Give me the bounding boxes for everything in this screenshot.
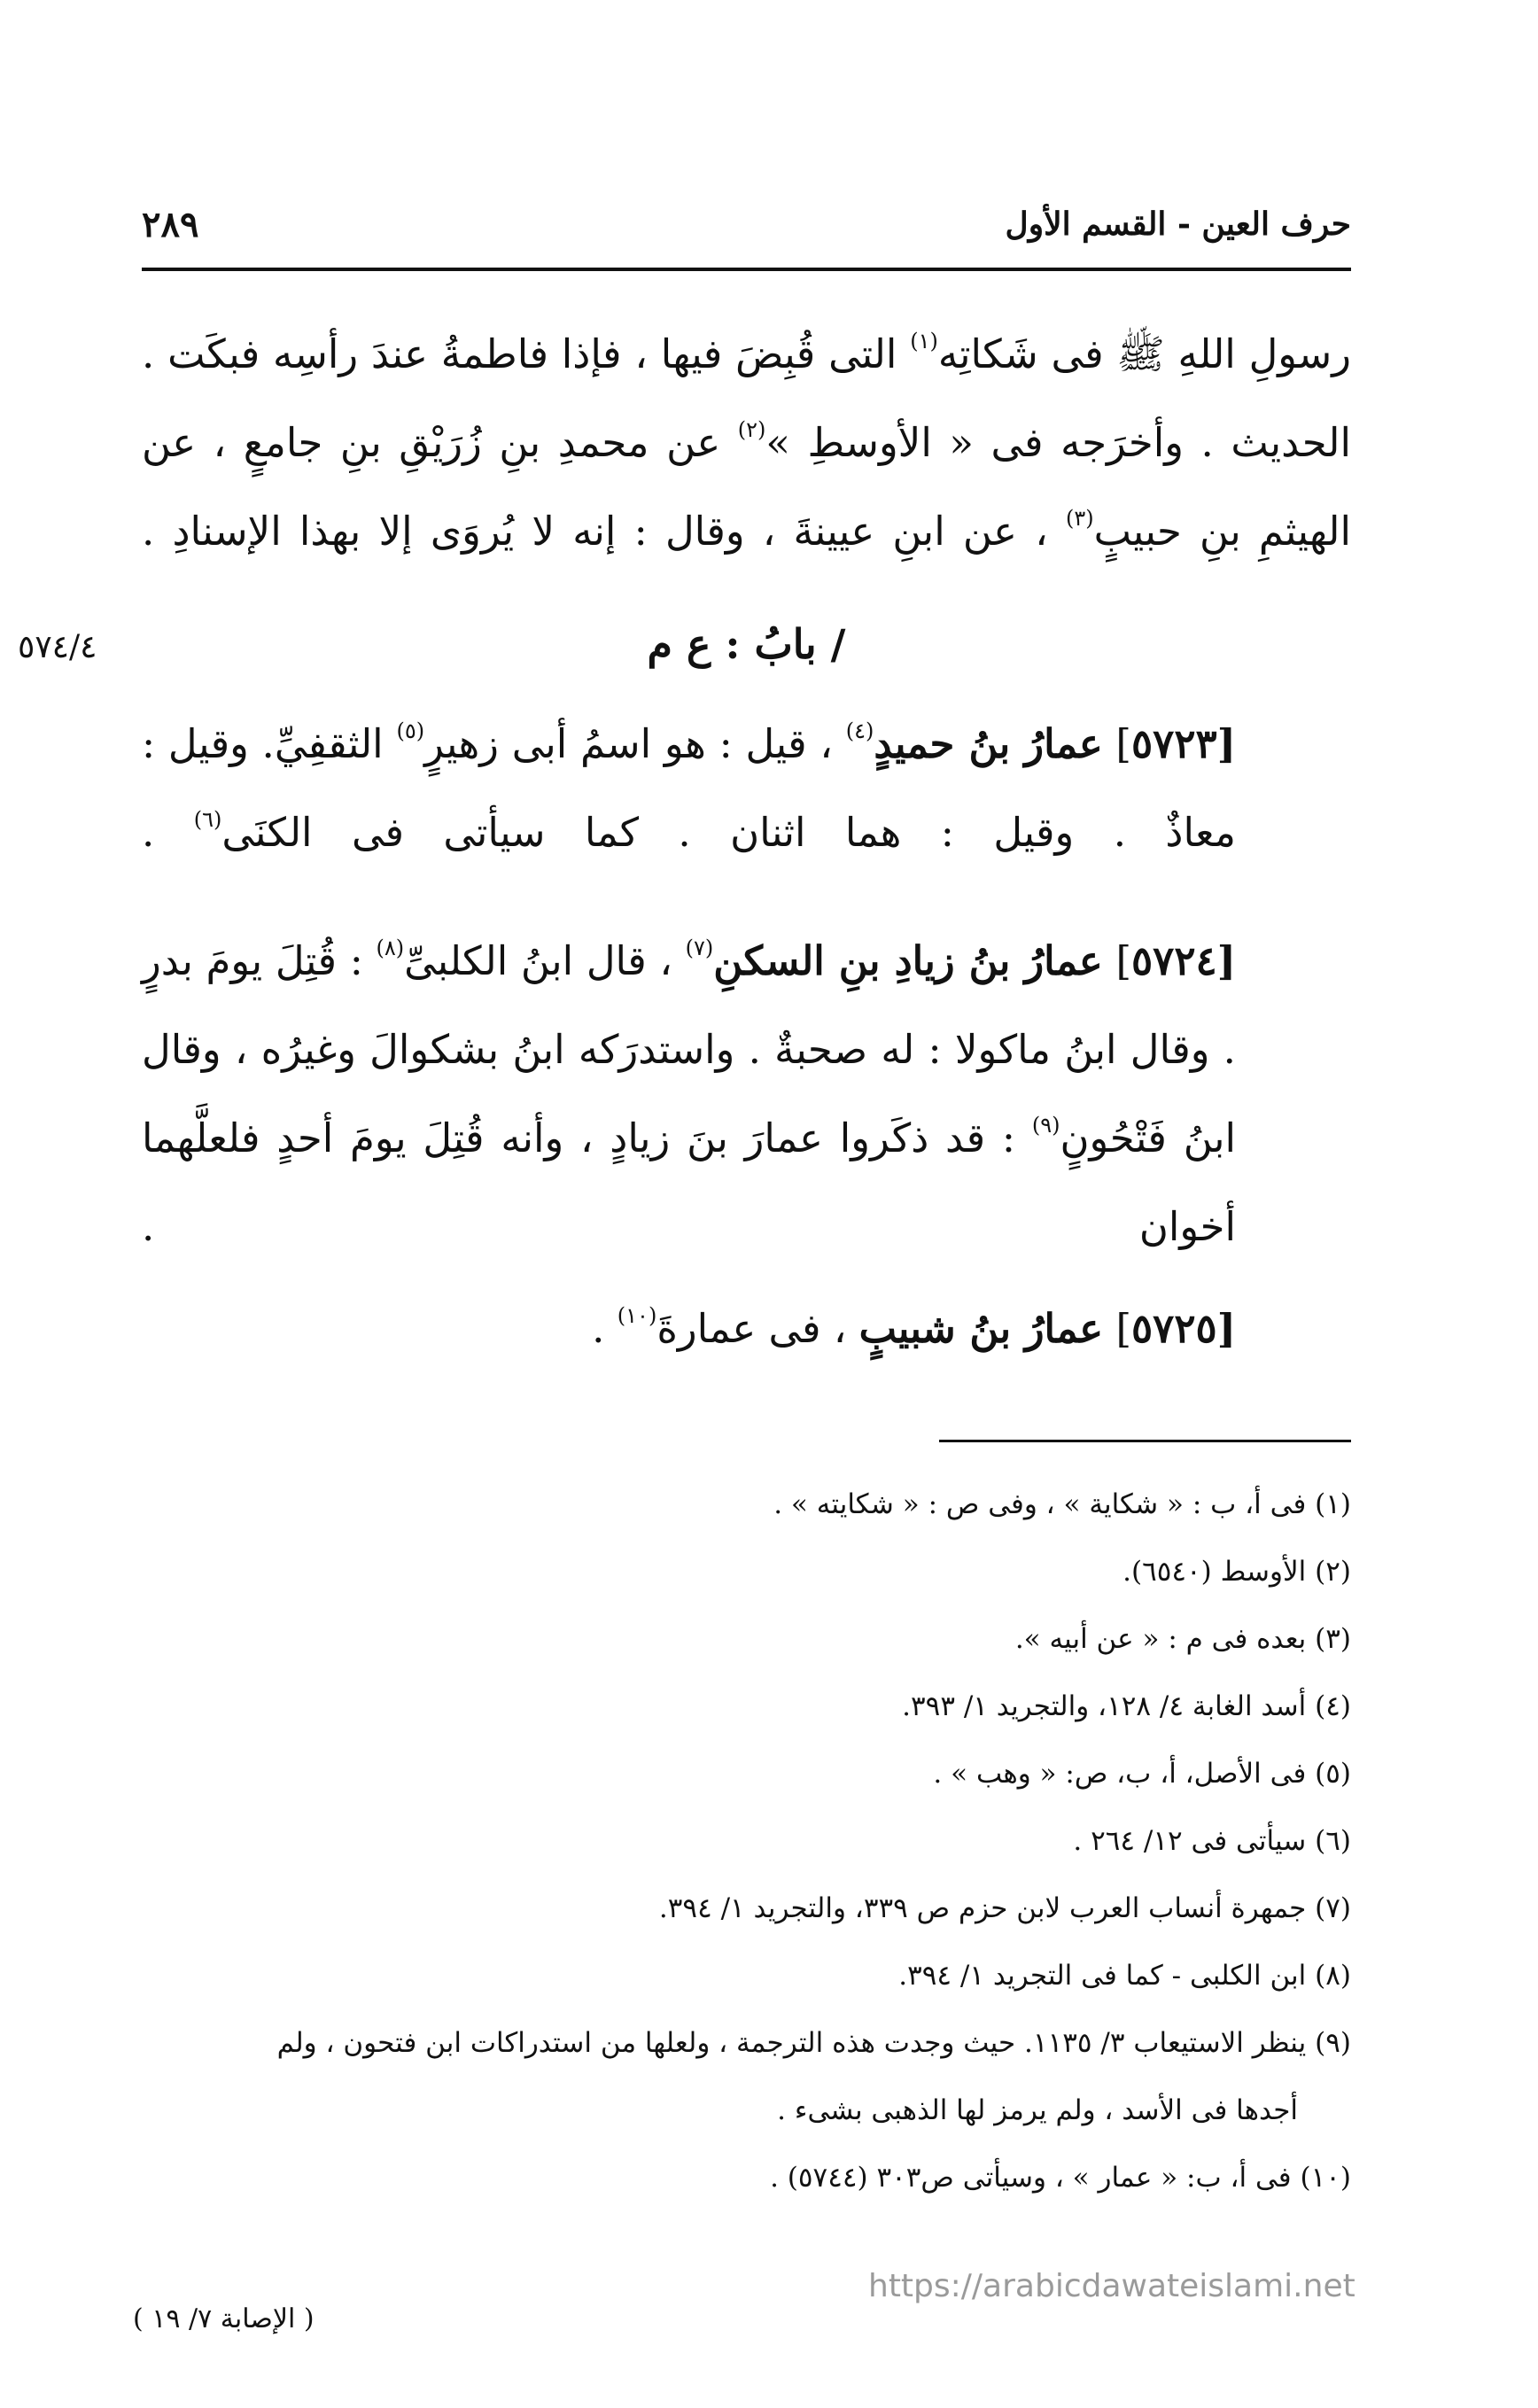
entry-number: [٥٧٢٣ [1131, 720, 1236, 767]
footnote-marker: (١٠) [617, 1303, 657, 1328]
footnote: (١) فى أ، ب : « شكاية » ، وفى ص : « شكايته » . [773, 1488, 1351, 1520]
entry-number: [٥٧٢٤ [1131, 937, 1236, 984]
footnote: (٢) الأوسط (٦٥٤٠). [1122, 1556, 1351, 1588]
footnote: (٦) سيأتى فى ١٢/ ٢٦٤ . [1073, 1825, 1351, 1857]
footer-reference: ( الإصابة ٧/ ١٩ ) [133, 2303, 315, 2334]
footnote-marker: (٤) [845, 719, 874, 743]
footnote-rule [939, 1440, 1351, 1442]
footnote-marker: (١) [910, 329, 938, 353]
page-header [142, 193, 1351, 255]
entry-number: [٥٧٢٥ [1131, 1305, 1236, 1352]
text-run: ، فى عمارةَ [656, 1305, 859, 1352]
text-run: . [592, 1305, 618, 1352]
footnote: (٤) أسد الغابة ٤/ ١٢٨، والتجريد ١/ ٣٩٣. [902, 1690, 1351, 1722]
header-rule [142, 268, 1351, 271]
footnote-marker: (٦) [193, 807, 222, 832]
footnote-marker: (٨) [376, 936, 405, 960]
entry-name: عمارُ بنُ زيادِ بنِ السكنِ [713, 937, 1103, 984]
footnote-marker: (٣) [1065, 506, 1094, 531]
entry-name: عمارُ بنُ حميدٍ [874, 720, 1103, 767]
footnote: (٧) جمهرة أنساب العرب لابن حزم ص ٣٣٩، والتجريد ١/ ٣٩٤. [658, 1892, 1351, 1924]
text-run: : قُتِلَ يومَ بدرٍ . وقال ابنُ ماكولا : له صحبةٌ . واستدرَكه ابنُ بشكوالَ وغيرُه ، وقال ابنُ فَتْحُونٍ [142, 937, 1236, 1161]
footnote: (١٠) فى أ، ب: « عمار » ، وسيأتى ص٣٠٣ (٥٧٤٤) . [770, 2162, 1351, 2194]
entry-name: عمارُ بنُ شبيبٍ [858, 1305, 1104, 1352]
footnotes [142, 1471, 1351, 2211]
page-number: ٢٨٩ [142, 203, 199, 245]
text-run: التى قُبِضَ فيها ، فإذا فاطمةُ عندَ رأسِه فبكَت . الحديث . وأخرَجه فى « الأوسطِ » [142, 330, 1351, 466]
margin-reference: ٥٧٤/٤ [18, 629, 97, 665]
text-run: عن محمدِ بنِ زُرَيْقِ بنِ جامعٍ ، عن الهيثمِ بنِ حبيبٍ [142, 419, 1351, 555]
text-run: رسولِ اللهِ ﷺ فى شَكاتِه [937, 330, 1351, 377]
text-run: ، قال ابنُ الكلبىِّ [404, 937, 686, 984]
running-title: حرف العين - القسم الأول [1005, 206, 1351, 243]
footnote-marker: (٥) [396, 719, 425, 743]
text-run: الثقفِيِّ. وقيل : معاذٌ . وقيل : هما اثنان . كما سيأتى فى الكنَى [142, 720, 1236, 856]
footnote: (٥) فى الأصل، أ، ب، ص: « وهب » . [933, 1758, 1351, 1790]
footnote: (٣) بعده فى م : « عن أبيه ». [1014, 1623, 1351, 1655]
chapter-heading: / بابُ : ع م [647, 620, 846, 668]
entry-5724: [٥٧٢٤] عمارُ بنُ زيادِ بنِ السكنِ$^{(٧)}$ ، قال ابنُ الكلبىِّ$^{(٨)}$ : قُتِلَ يومَ بدرٍ . وقال ابنُ ماكولا : له صحبةٌ . واستدرَكه ابنُ بشكوالَ وغيرُه ، وقال ابنُ فَتْحُونٍ$^{(٩)}$ : قد ذكَروا عمارَ بنَ زيادٍ ، وأنه قُتِلَ يومَ أحدٍ فلعلَّهما أخوان . [142, 936, 1236, 1250]
entry-5723: [٥٧٢٣] عمارُ بنُ حميدٍ$^{(٤)}$ ، قيل : هو اسمُ أبى زهيرٍ$^{(٥)}$ الثقفِيِّ. وقيل : معاذٌ . وقيل : هما اثنان . كما سيأتى فى الكنَى$^{(٦)}$ . [142, 719, 1236, 856]
footnote-marker: (٧) [685, 936, 714, 960]
text-run: . [142, 809, 194, 856]
footnote-continuation: أجدها فى الأسد ، ولم يرمز لها الذهبى بشىء . [777, 2094, 1298, 2126]
opening-paragraph [142, 310, 1351, 576]
footnote: (٨) ابن الكلبى - كما فى التجريد ١/ ٣٩٤. [898, 1960, 1351, 1992]
footnote-marker: (٢) [737, 417, 766, 442]
text-run: ، عن ابنِ عيينةَ ، وقال : إنه لا يُروَى إلا بهذا الإسنادِ . [142, 508, 1066, 555]
text-run: ، قيل : هو اسمُ أبى زهيرٍ [424, 720, 846, 767]
footnote: (٩) ينظر الاستيعاب ٣/ ١١٣٥. حيث وجدت هذه الترجمة ، ولعلها من استدراكات ابن فتحون ، ولم [276, 2027, 1351, 2059]
footnote-marker: (٩) [1031, 1113, 1060, 1138]
entry-5725: [٥٧٢٥] عمارُ بنُ شبيبٍ ، فى عمارةَ$^{(١٠)}$ . [592, 1303, 1236, 1352]
watermark-url: https://arabicdawateislami.net [868, 2268, 1355, 2304]
text-run: : قد ذكَروا عمارَ بنَ زيادٍ ، وأنه قُتِلَ يومَ أحدٍ فلعلَّهما أخوان . [142, 1115, 1236, 1250]
